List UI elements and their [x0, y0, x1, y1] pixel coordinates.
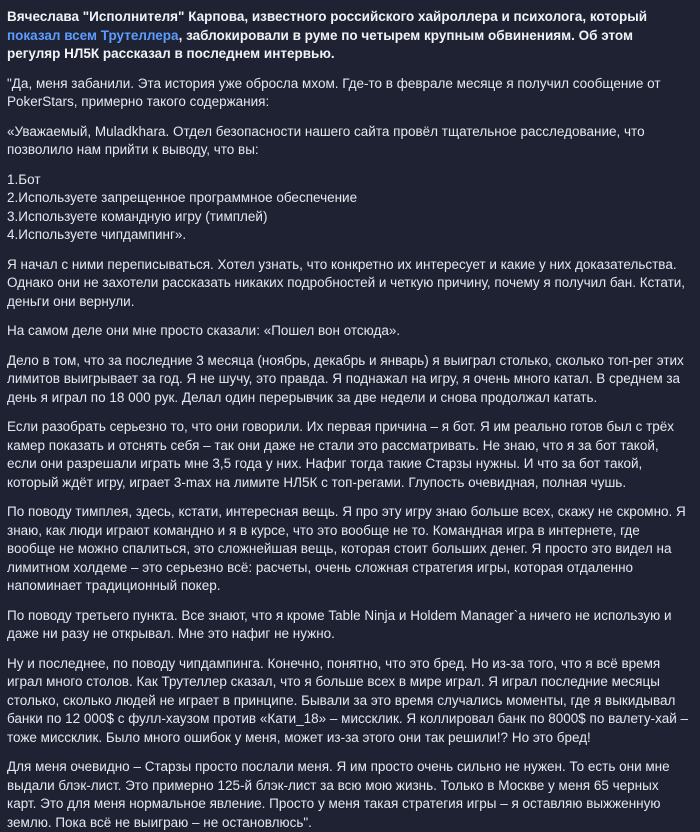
lead-text-end: , заблокировали в руме по четырем крупным обвинениям. Об этом регуляр НЛ5К рассказал в последнем интервью.	[7, 27, 633, 61]
paragraph-10: Для меня очевидно – Старзы просто послали меня. Я им просто очень сильно не нужен. То есть они мне выдали блэк-лист. Это примерно 125-й блэк-лист за всю мою жизнь. Только в Москве у меня 65 черных карт. Это для меня нормальное явление. Просто у меня такая стратегия игры – я оставляю выжженную землю. Пока всё не выиграю – не остановлюсь".	[7, 759, 670, 830]
list-item: 3.Используете командную игру (тимплей)	[7, 208, 268, 224]
accusation-list	[7, 171, 690, 245]
paragraph-1: "Да, меня забанили. Эта история уже обросла мхом. Где-то в феврале месяце я получил сообщение от PokerStars, примерно такого содержания:	[7, 75, 661, 109]
article-lead	[7, 8, 690, 64]
paragraph-6: Если разобрать серьезно то, что они говорили. Их первая причина – я бот. Я им реально готов был с трёх камер показать и отснять себя – так они даже не стали это рассматривать. Не знаю, что я за бот такой, если они разрешали играть мне 3,5 года у них. Нафиг тогда такие Старзы нужны. И что за бот такой, который ждёт игру, играет 3-max на лимите НЛ5К с топ-регами. Глупость очевидная, полная чушь.	[7, 419, 675, 490]
paragraph-7: По поводу тимплея, здесь, кстати, интересная вещь. Я про эту игру знаю больше всех, скажу не скромно. Я знаю, как люди играют командно и я в курсе, что это вообще не то. Командная игра в интернете, где вообще не можно спалиться, это сложнейшая вещь, которая стоит больших денег. Я просто это видел на лимитном холдеме – это серьезно всё: расчеты, очень сложная стратегия игры, которая отдаленно напоминает традиционный покер.	[7, 504, 686, 593]
paragraph-4: На самом деле они мне просто сказали: «Пошел вон отсюда».	[7, 323, 401, 338]
paragraph-2: «Уважаемый, Muladkhara. Отдел безопасности нашего сайта провёл тщательное расследование, что позволило нам прийти к выводу, что вы:	[7, 123, 645, 157]
lead-text-start: Вячеслава "Исполнителя" Карпова, известного российского хайроллера и психолога, который	[7, 9, 648, 24]
list-item: 2.Используете запрещенное программное обеспечение	[7, 190, 358, 205]
list-item: 1.Бот	[7, 171, 41, 187]
paragraph-9: Ну и последнее, по поводу чипдампинга. Конечно, понятно, что это бред. Но из-за того, что я всё время играл много столов. Как Трутеллер сказал, что я больше всех в мире играл. Я играл последние месяцы столько, сколько людей не играет в принципе. Бывали за это время случались моменты, где я выкидывал банки по 12 000$ с фулл-хаузом против «Кати_18» – миссклик. Я коллировал банк по 8000$ по валету-хай – тоже миссклик. Было много ошибок у меня, может из-за этого они так решили!? Но это бред!	[7, 655, 689, 745]
paragraph-8: По поводу третьего пункта. Все знают, что я кроме Table Ninja и Holdem Manager`а ничего не использую и даже ни разу не открывал. Мне это нафиг не нужно.	[7, 607, 672, 641]
truteller-link[interactable]: показал всем Трутеллера	[7, 27, 179, 43]
paragraph-5: Дело в том, что за последние 3 месяца (ноябрь, декабрь и январь) я выиграл столько, сколько топ-рег этих лимитов выигрывает за год. Я не шучу, это правда. Я поднажал на игру, я очень много катал. В среднем за день я играл по 18 000 рук. Делал один перерывчик за две недели и снова продолжал катать.	[7, 352, 684, 405]
paragraph-3: Я начал с ними переписываться. Хотел узнать, что конкретно их интересует и какие у них доказательства. Однако они не захотели рассказать никаких подробностей и четкую причину, почему я получил бан. Кстати, деньги они вернули.	[7, 256, 686, 309]
list-item: 4.Используете чипдампинг».	[7, 227, 187, 242]
